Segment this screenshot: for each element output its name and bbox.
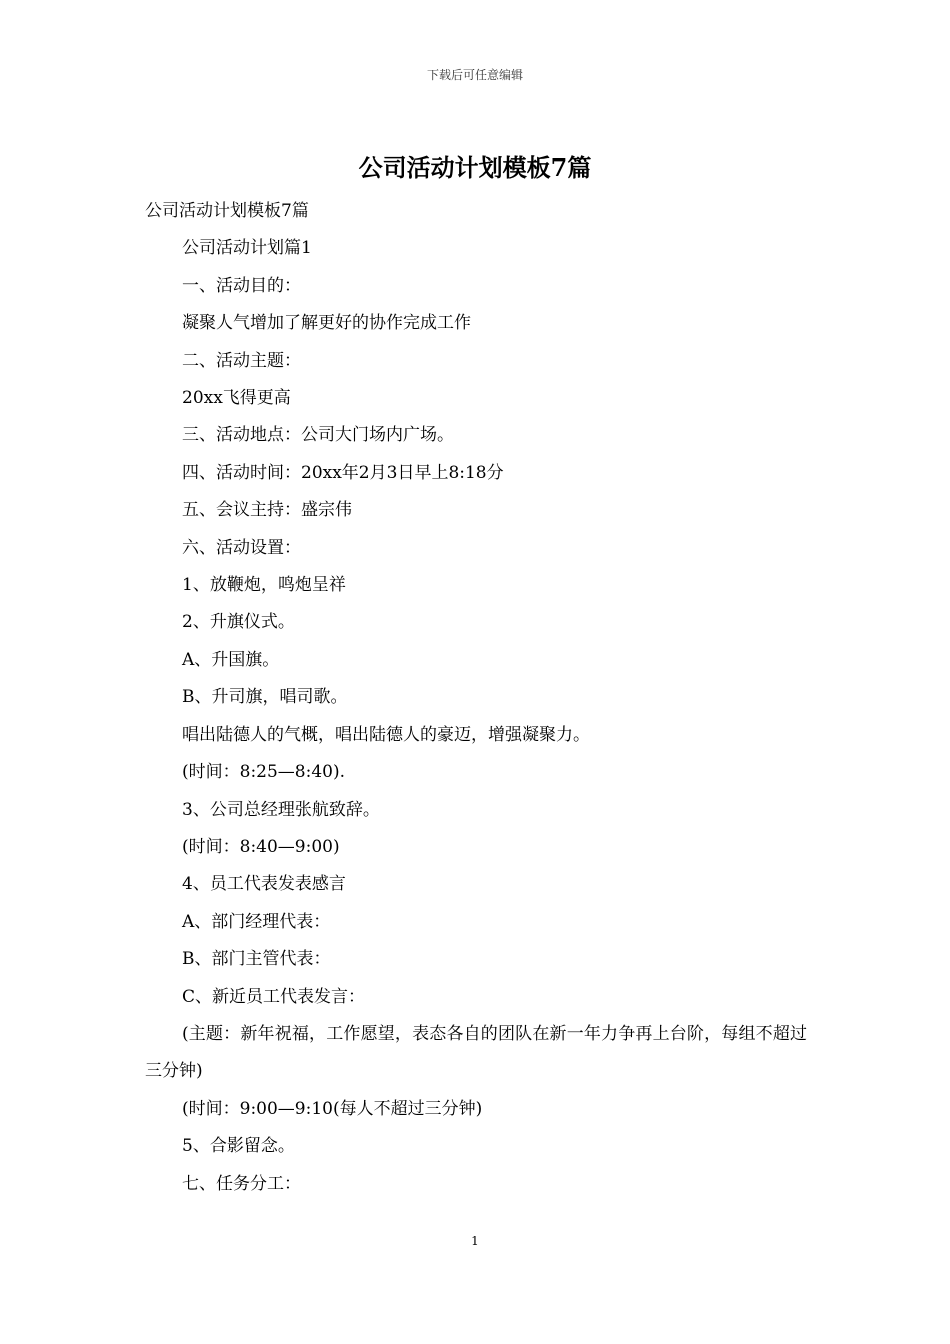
paragraph-line: 2、升旗仪式。 bbox=[182, 612, 295, 633]
document-subtitle: 公司活动计划模板7篇 bbox=[145, 201, 309, 221]
paragraph-line: 4、员工代表发表感言 bbox=[182, 874, 346, 895]
document-body bbox=[145, 193, 807, 1203]
page-header-note: 下载后可任意编辑 bbox=[426, 68, 523, 82]
document-title: 公司活动计划模板7篇 bbox=[358, 153, 592, 182]
paragraph-line: 三、活动地点：公司大门场内广场。 bbox=[182, 425, 454, 446]
section-heading: 公司活动计划篇1 bbox=[182, 238, 312, 259]
paragraph-line: 1、放鞭炮，鸣炮呈祥 bbox=[182, 575, 346, 596]
paragraph-line: 5、合影留念。 bbox=[182, 1136, 295, 1157]
paragraph-line: C、新近员工代表发言： bbox=[182, 986, 366, 1007]
paragraph-line: B、部门主管代表： bbox=[182, 949, 331, 970]
paragraph-line: 七、任务分工： bbox=[182, 1173, 301, 1194]
paragraph-line: 六、活动设置： bbox=[182, 537, 301, 558]
paragraph-line: (时间：8:40—9:00) bbox=[182, 836, 340, 857]
page-number: 1 bbox=[471, 1234, 479, 1248]
paragraph-line: 一、活动目的： bbox=[182, 275, 301, 296]
paragraph-line: 二、活动主题： bbox=[182, 350, 301, 371]
paragraph-line: 20xx飞得更高 bbox=[182, 388, 291, 409]
paragraph-line: B、升司旗，唱司歌。 bbox=[182, 687, 348, 708]
paragraph-wrapped: (主题：新年祝福，工作愿望，表态各自的团队在新一年力争再上台阶，每组不超过三分钟) bbox=[145, 1023, 807, 1082]
paragraph-line: 五、会议主持：盛宗伟 bbox=[182, 500, 352, 521]
paragraph-line: (时间：8:25—8:40). bbox=[182, 762, 346, 783]
paragraph-line: A、升国旗。 bbox=[182, 649, 280, 670]
paragraph-line: A、部门经理代表： bbox=[182, 911, 331, 932]
paragraph-line: 唱出陆德人的气概，唱出陆德人的豪迈，增强凝聚力。 bbox=[182, 724, 590, 745]
paragraph-line: 四、活动时间：20xx年2月3日早上8:18分 bbox=[182, 462, 504, 483]
paragraph-line: 3、公司总经理张航致辞。 bbox=[182, 799, 380, 820]
paragraph-line: 凝聚人气增加了解更好的协作完成工作 bbox=[182, 313, 471, 334]
paragraph-line: (时间：9:00—9:10(每人不超过三分钟) bbox=[182, 1098, 483, 1119]
